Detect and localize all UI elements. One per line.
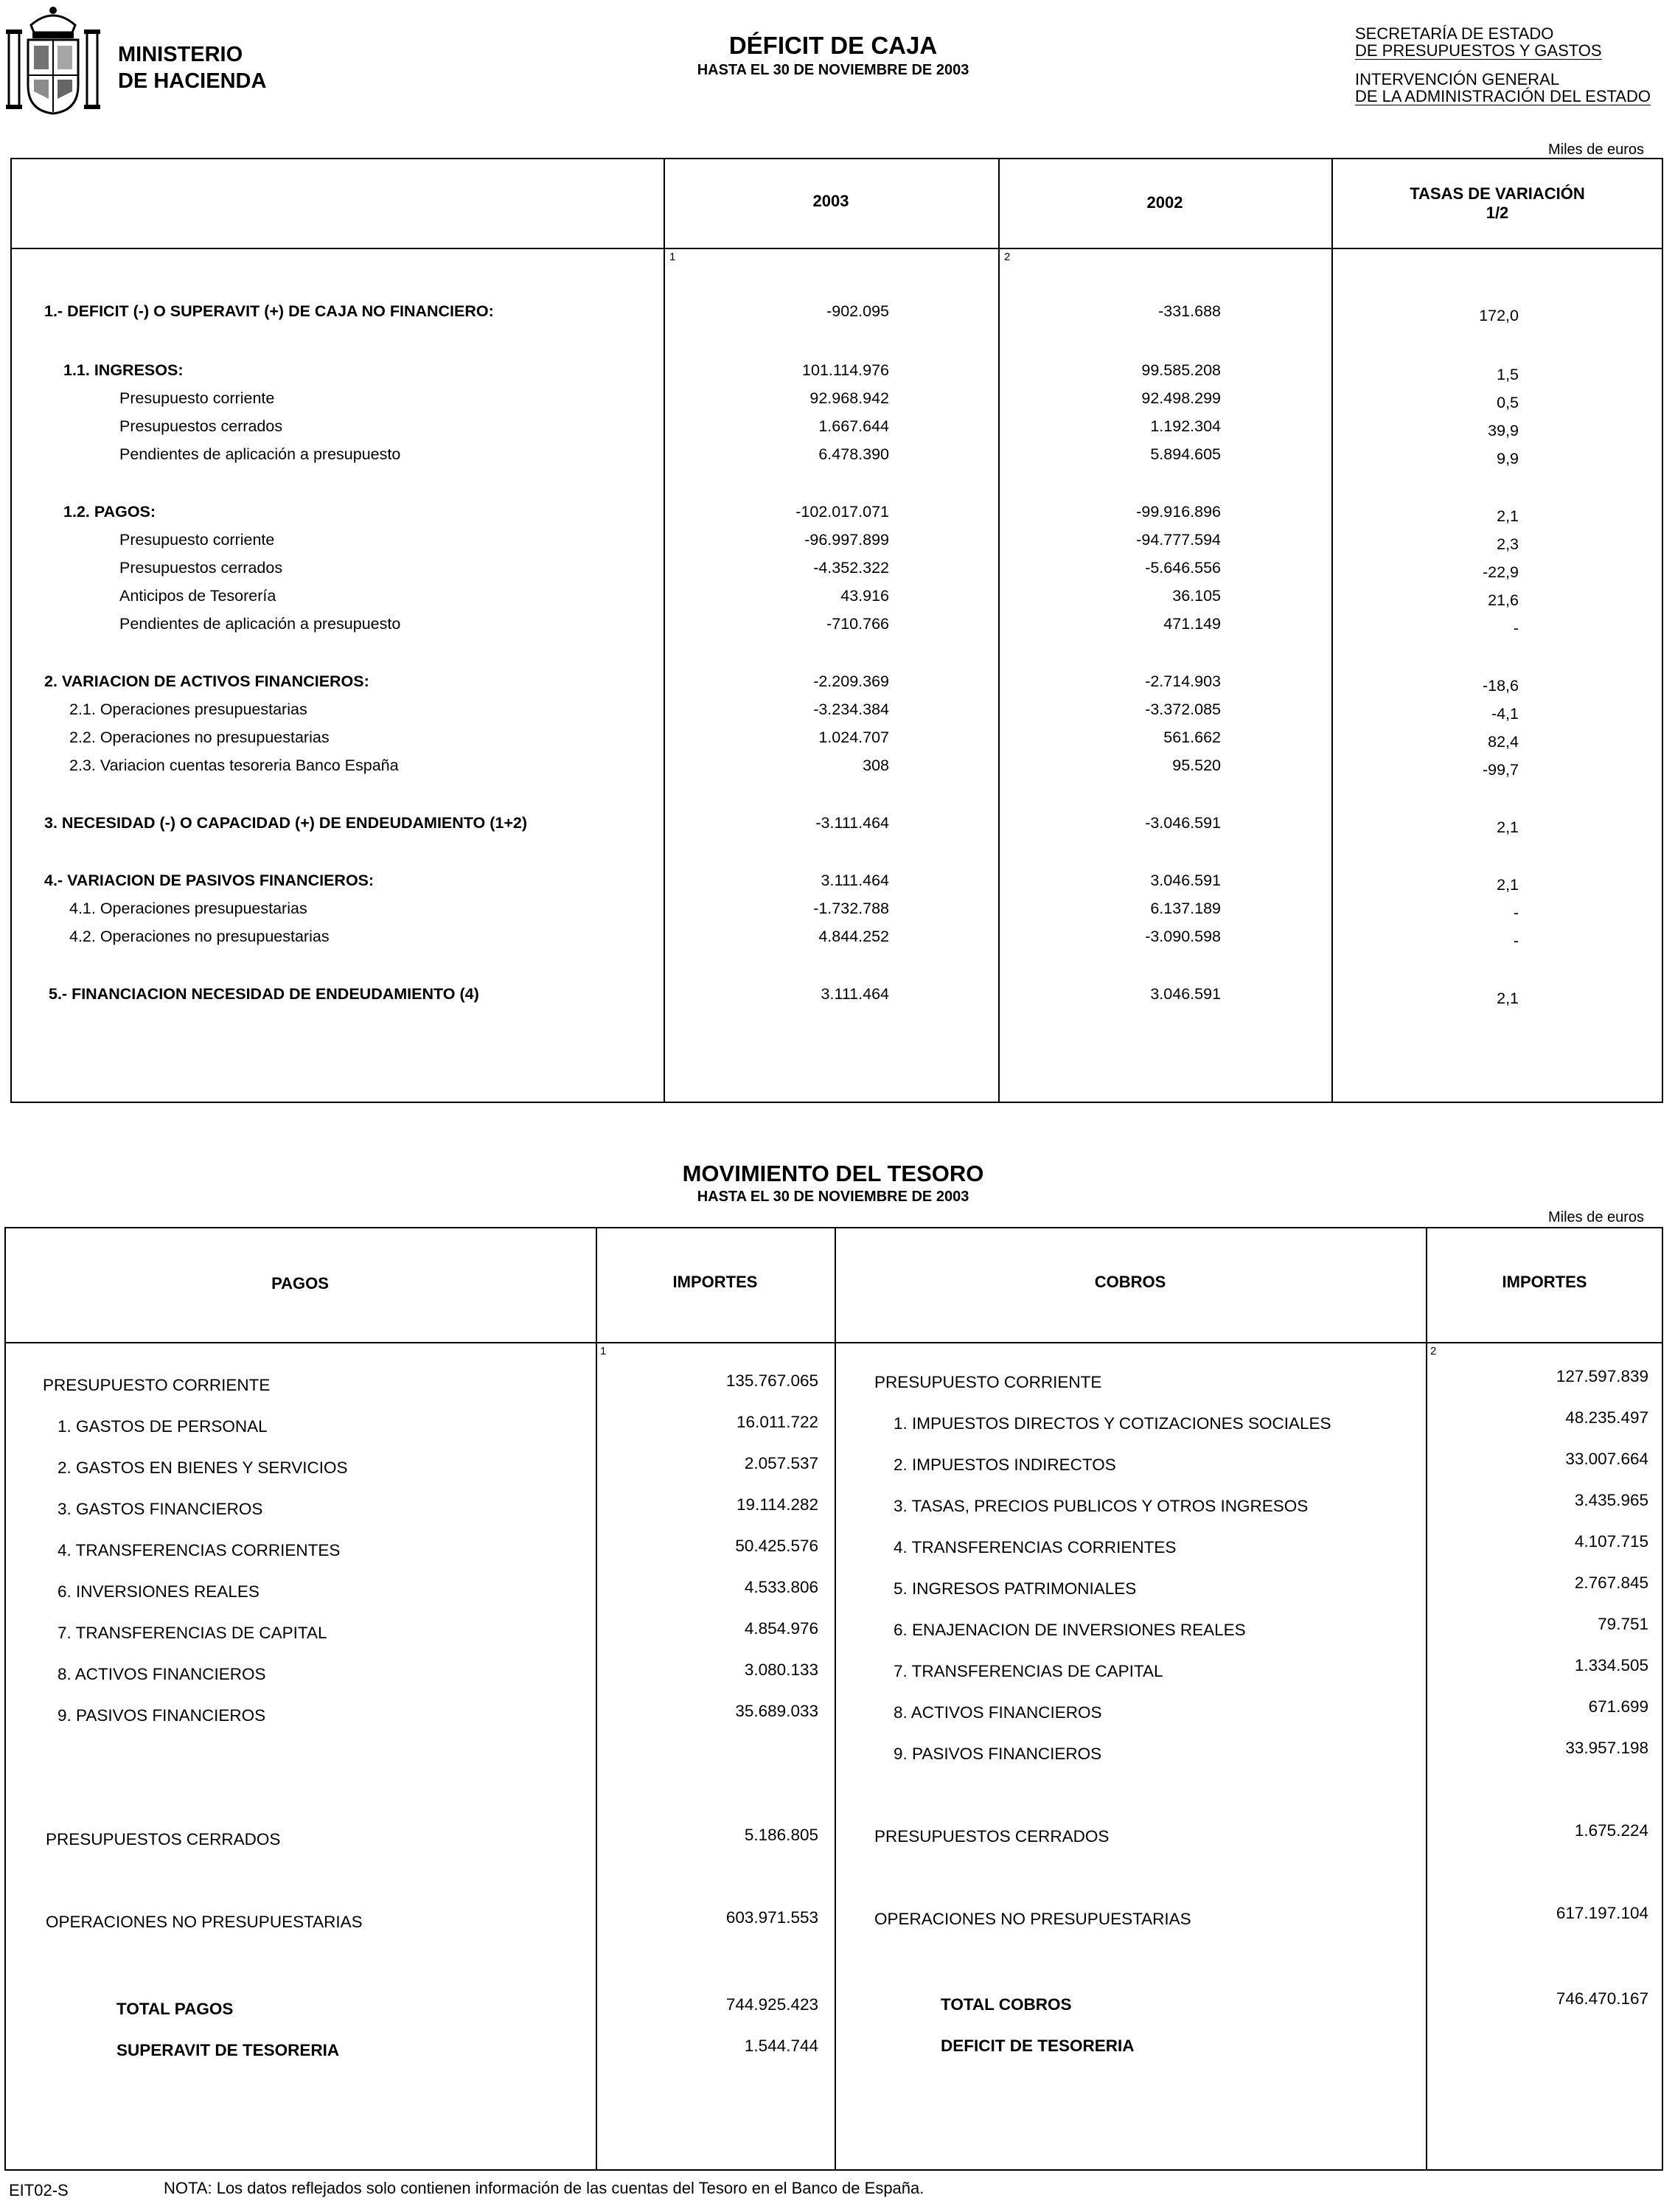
tesoro-title: MOVIMIENTO DEL TESORO bbox=[682, 1161, 984, 1186]
deficit-row-2003: 92.968.942 bbox=[809, 389, 889, 407]
cobros-row-label: 9. PASIVOS FINANCIEROS bbox=[894, 1745, 1102, 1763]
deficit-units-label: Miles de euros bbox=[1548, 142, 1645, 158]
deficit-row-2002: -99.916.896 bbox=[1136, 503, 1221, 521]
deficit-header-divider bbox=[10, 248, 1663, 249]
secretaria-line-1: SECRETARÍA DE ESTADO bbox=[1355, 24, 1554, 43]
deficit-row-label: Presupuestos cerrados bbox=[119, 559, 283, 577]
deficit-row-label: 4.1. Operaciones presupuestarias bbox=[69, 900, 307, 917]
tesoro-col-divider-1 bbox=[596, 1227, 597, 2171]
deficit-row-tasa: 2,3 bbox=[1497, 535, 1519, 553]
deficit-row-tasa: 2,1 bbox=[1497, 818, 1519, 836]
deficit-row-2002: 3.046.591 bbox=[1150, 872, 1221, 889]
pagos-row-label: OPERACIONES NO PRESUPUESTARIAS bbox=[46, 1913, 363, 1931]
deficit-row-2003: 3.111.464 bbox=[821, 872, 889, 889]
deficit-row-2003: -96.997.899 bbox=[804, 531, 889, 549]
deficit-row-label: Pendientes de aplicación a presupuesto bbox=[119, 615, 401, 633]
deficit-row-tasa: - bbox=[1513, 619, 1519, 637]
deficit-row-2002: 92.498.299 bbox=[1141, 389, 1221, 407]
pagos-row-value: 35.689.033 bbox=[735, 1702, 818, 1720]
deficit-row-2002: -3.046.591 bbox=[1145, 814, 1221, 832]
page-subtitle: HASTA EL 30 DE NOVIEMBRE DE 2003 bbox=[697, 62, 969, 78]
tesoro-col-importes-pagos: IMPORTES bbox=[672, 1273, 758, 1291]
deficit-marker-1: 1 bbox=[669, 251, 676, 263]
deficit-col-tasas-line-2: 1/2 bbox=[1486, 204, 1509, 222]
deficit-col-tasas-line-1: TASAS DE VARIACIÓN bbox=[1410, 184, 1585, 203]
deficit-row-label: Presupuestos cerrados bbox=[119, 417, 283, 435]
tesoro-marker-1: 1 bbox=[600, 1345, 607, 1357]
secretaria-line-2: DE PRESUPUESTOS Y GASTOS bbox=[1355, 41, 1602, 60]
cobros-row-value: 33.007.664 bbox=[1565, 1450, 1648, 1468]
cobros-row-label: 4. TRANSFERENCIAS CORRIENTES bbox=[894, 1538, 1177, 1557]
cobros-row-label: 3. TASAS, PRECIOS PUBLICOS Y OTROS INGRESOS bbox=[894, 1497, 1309, 1515]
tesoro-col-importes-cobros: IMPORTES bbox=[1502, 1273, 1587, 1291]
secretaria-block bbox=[1355, 25, 1602, 60]
intervencion-line-1: INTERVENCIÓN GENERAL bbox=[1355, 70, 1560, 88]
pagos-row-value: 2.057.537 bbox=[744, 1454, 818, 1472]
deficit-row-label: 2. VARIACION DE ACTIVOS FINANCIEROS: bbox=[44, 672, 369, 690]
tesoro-header-divider bbox=[4, 1342, 1663, 1343]
deficit-row-2002: 3.046.591 bbox=[1150, 985, 1221, 1003]
cobros-row-value: 79.751 bbox=[1598, 1615, 1648, 1633]
deficit-marker-2: 2 bbox=[1004, 251, 1011, 263]
deficit-row-label: 1.2. PAGOS: bbox=[63, 503, 156, 521]
pagos-row-value: 744.925.423 bbox=[725, 1995, 818, 2014]
deficit-col-2003: 2003 bbox=[812, 192, 849, 210]
deficit-row-2003: 101.114.976 bbox=[802, 361, 889, 379]
cobros-row-value: 48.235.497 bbox=[1565, 1408, 1648, 1427]
deficit-row-2003: -102.017.071 bbox=[795, 503, 889, 521]
ministry-line-2: DE HACIENDA bbox=[118, 69, 267, 93]
intervencion-block bbox=[1355, 71, 1651, 105]
ministry-name bbox=[118, 41, 266, 94]
cobros-row-label: PRESUPUESTOS CERRADOS bbox=[874, 1827, 1110, 1846]
deficit-row-label: 4.- VARIACION DE PASIVOS FINANCIEROS: bbox=[44, 872, 375, 889]
tesoro-col-pagos: PAGOS bbox=[271, 1274, 329, 1293]
deficit-row-2002: 1.192.304 bbox=[1150, 417, 1221, 435]
cobros-row-value: 3.435.965 bbox=[1574, 1491, 1648, 1509]
deficit-col-2002: 2002 bbox=[1146, 193, 1183, 212]
deficit-row-tasa: -18,6 bbox=[1482, 677, 1519, 695]
deficit-row-tasa: -99,7 bbox=[1482, 761, 1519, 779]
deficit-row-2003: -3.234.384 bbox=[813, 700, 889, 718]
deficit-row-2002: -3.372.085 bbox=[1145, 700, 1221, 718]
deficit-row-label: 1.1. INGRESOS: bbox=[63, 361, 184, 379]
tesoro-col-divider-2 bbox=[835, 1227, 836, 2171]
deficit-row-tasa: 21,6 bbox=[1488, 591, 1519, 609]
deficit-col-tasas bbox=[1331, 184, 1663, 223]
coat-of-arms-icon bbox=[4, 3, 102, 116]
cobros-row-value: 127.597.839 bbox=[1556, 1367, 1648, 1385]
deficit-row-2003: 308 bbox=[863, 757, 889, 774]
pagos-row-value: 603.971.553 bbox=[725, 1908, 818, 1927]
cobros-row-label: 2. IMPUESTOS INDIRECTOS bbox=[894, 1455, 1116, 1474]
deficit-row-tasa: 0,5 bbox=[1497, 394, 1519, 411]
deficit-row-2002: -94.777.594 bbox=[1136, 531, 1221, 549]
deficit-row-2002: -2.714.903 bbox=[1145, 672, 1221, 690]
deficit-row-2002: 6.137.189 bbox=[1150, 900, 1221, 917]
cobros-row-label: 1. IMPUESTOS DIRECTOS Y COTIZACIONES SOCIALES bbox=[894, 1414, 1331, 1433]
deficit-row-2002: 99.585.208 bbox=[1141, 361, 1221, 379]
deficit-row-label: Pendientes de aplicación a presupuesto bbox=[119, 445, 401, 463]
deficit-row-2003: -3.111.464 bbox=[815, 814, 889, 832]
cobros-row-value: 1.675.224 bbox=[1574, 1821, 1648, 1840]
cobros-row-label: DEFICIT DE TESORERIA bbox=[941, 2037, 1135, 2055]
cobros-row-label: 6. ENAJENACION DE INVERSIONES REALES bbox=[894, 1621, 1246, 1639]
cobros-row-label: OPERACIONES NO PRESUPUESTARIAS bbox=[874, 1910, 1191, 1928]
deficit-row-2002: 471.149 bbox=[1163, 615, 1221, 633]
deficit-row-2002: -331.688 bbox=[1158, 302, 1221, 320]
deficit-row-label: 3. NECESIDAD (-) O CAPACIDAD (+) DE ENDEUDAMIENTO (1+2) bbox=[44, 814, 528, 832]
deficit-row-2002: 36.105 bbox=[1172, 587, 1221, 605]
deficit-row-label: 4.2. Operaciones no presupuestarias bbox=[69, 928, 330, 945]
deficit-row-label: Anticipos de Tesorería bbox=[119, 587, 276, 605]
tesoro-col-cobros: COBROS bbox=[1094, 1273, 1166, 1291]
deficit-row-tasa: 2,1 bbox=[1497, 990, 1519, 1007]
cobros-row-label: 5. INGRESOS PATRIMONIALES bbox=[894, 1579, 1137, 1598]
deficit-row-2002: 95.520 bbox=[1172, 757, 1221, 774]
footer-note: NOTA: Los datos reflejados solo contienen información de las cuentas del Tesoro en el Banco de España. bbox=[164, 2179, 924, 2197]
cobros-row-value: 746.470.167 bbox=[1556, 1989, 1648, 2008]
pagos-row-label: 1. GASTOS DE PERSONAL bbox=[58, 1417, 268, 1436]
deficit-row-tasa: -4,1 bbox=[1491, 705, 1519, 723]
pagos-row-label: 4. TRANSFERENCIAS CORRIENTES bbox=[58, 1541, 341, 1559]
deficit-row-tasa: 1,5 bbox=[1497, 366, 1519, 383]
deficit-row-tasa: -22,9 bbox=[1482, 563, 1519, 581]
deficit-row-2003: -1.732.788 bbox=[813, 900, 889, 917]
deficit-row-label: Presupuesto corriente bbox=[119, 389, 275, 407]
cobros-row-label: PRESUPUESTO CORRIENTE bbox=[874, 1373, 1102, 1391]
pagos-row-value: 1.544.744 bbox=[744, 2037, 818, 2055]
deficit-row-label: 2.3. Variacion cuentas tesoreria Banco España bbox=[69, 757, 399, 774]
tesoro-subtitle: HASTA EL 30 DE NOVIEMBRE DE 2003 bbox=[697, 1189, 969, 1205]
deficit-row-tasa: 2,1 bbox=[1497, 507, 1519, 525]
cobros-row-value: 1.334.505 bbox=[1574, 1656, 1648, 1674]
deficit-row-2003: 4.844.252 bbox=[818, 928, 889, 945]
deficit-row-2003: -710.766 bbox=[826, 615, 889, 633]
pagos-row-label: 7. TRANSFERENCIAS DE CAPITAL bbox=[58, 1624, 327, 1642]
pagos-row-label: SUPERAVIT DE TESORERIA bbox=[116, 2041, 340, 2059]
deficit-row-tasa: 39,9 bbox=[1488, 422, 1519, 439]
tesoro-units-label: Miles de euros bbox=[1548, 1209, 1645, 1225]
deficit-row-tasa: 82,4 bbox=[1488, 733, 1519, 751]
footer-code: EIT02-S bbox=[9, 2181, 69, 2199]
deficit-row-label: 1.- DEFICIT (-) O SUPERAVIT (+) DE CAJA NO FINANCIERO: bbox=[44, 302, 494, 320]
cobros-row-value: 671.699 bbox=[1588, 1697, 1648, 1716]
pagos-row-value: 5.186.805 bbox=[744, 1826, 818, 1844]
deficit-row-2003: 1.024.707 bbox=[818, 728, 889, 746]
ministry-line-1: MINISTERIO bbox=[118, 43, 243, 66]
deficit-row-tasa: - bbox=[1513, 932, 1519, 950]
deficit-row-tasa: 2,1 bbox=[1497, 876, 1519, 894]
deficit-row-label: 5.- FINANCIACION NECESIDAD DE ENDEUDAMIENTO (4) bbox=[49, 985, 479, 1003]
tesoro-table bbox=[4, 1227, 1663, 2171]
pagos-row-label: 9. PASIVOS FINANCIEROS bbox=[58, 1706, 266, 1725]
pagos-row-label: 6. INVERSIONES REALES bbox=[58, 1582, 260, 1601]
pagos-row-value: 16.011.722 bbox=[736, 1413, 818, 1431]
deficit-row-2002: -5.646.556 bbox=[1145, 559, 1221, 577]
deficit-row-2003: 6.478.390 bbox=[818, 445, 889, 463]
deficit-row-2003: 3.111.464 bbox=[821, 985, 889, 1003]
cobros-row-label: 7. TRANSFERENCIAS DE CAPITAL bbox=[894, 1662, 1163, 1680]
pagos-row-value: 19.114.282 bbox=[736, 1495, 818, 1514]
pagos-row-label: PRESUPUESTOS CERRADOS bbox=[46, 1830, 281, 1848]
deficit-row-2003: 1.667.644 bbox=[818, 417, 889, 435]
page-title: DÉFICIT DE CAJA bbox=[728, 32, 938, 59]
deficit-row-label: 2.2. Operaciones no presupuestarias bbox=[69, 728, 330, 746]
deficit-row-2002: -3.090.598 bbox=[1145, 928, 1221, 945]
pagos-row-label: 8. ACTIVOS FINANCIEROS bbox=[58, 1665, 266, 1683]
pagos-row-label: PRESUPUESTO CORRIENTE bbox=[43, 1376, 271, 1394]
pagos-row-label: 3. GASTOS FINANCIEROS bbox=[58, 1500, 263, 1518]
pagos-row-value: 50.425.576 bbox=[735, 1537, 818, 1555]
deficit-row-2003: 43.916 bbox=[840, 587, 889, 605]
deficit-row-tasa: 9,9 bbox=[1497, 450, 1519, 467]
cobros-row-label: TOTAL COBROS bbox=[941, 1995, 1072, 2014]
pagos-row-value: 4.533.806 bbox=[744, 1578, 818, 1596]
deficit-row-2003: -2.209.369 bbox=[813, 672, 889, 690]
pagos-row-value: 4.854.976 bbox=[744, 1619, 818, 1638]
cobros-row-value: 4.107.715 bbox=[1574, 1532, 1648, 1551]
pagos-row-value: 135.767.065 bbox=[725, 1371, 818, 1390]
deficit-row-label: 2.1. Operaciones presupuestarias bbox=[69, 700, 307, 718]
pagos-row-label: 2. GASTOS EN BIENES Y SERVICIOS bbox=[58, 1458, 348, 1477]
deficit-row-label: Presupuesto corriente bbox=[119, 531, 275, 549]
pagos-row-value: 3.080.133 bbox=[744, 1660, 818, 1679]
cobros-row-value: 2.767.845 bbox=[1574, 1573, 1648, 1592]
deficit-row-tasa: 172,0 bbox=[1479, 307, 1519, 324]
pagos-row-label: TOTAL PAGOS bbox=[116, 2000, 234, 2018]
tesoro-marker-2: 2 bbox=[1430, 1345, 1437, 1357]
cobros-row-value: 617.197.104 bbox=[1556, 1904, 1648, 1922]
deficit-row-2003: -902.095 bbox=[826, 302, 889, 320]
deficit-row-2003: -4.352.322 bbox=[813, 559, 889, 577]
deficit-row-2002: 5.894.605 bbox=[1150, 445, 1221, 463]
cobros-row-label: 8. ACTIVOS FINANCIEROS bbox=[894, 1703, 1102, 1722]
cobros-row-value: 33.957.198 bbox=[1565, 1739, 1648, 1757]
intervencion-line-2: DE LA ADMINISTRACIÓN DEL ESTADO bbox=[1355, 87, 1651, 105]
deficit-row-tasa: - bbox=[1513, 904, 1519, 922]
deficit-row-2002: 561.662 bbox=[1163, 728, 1221, 746]
